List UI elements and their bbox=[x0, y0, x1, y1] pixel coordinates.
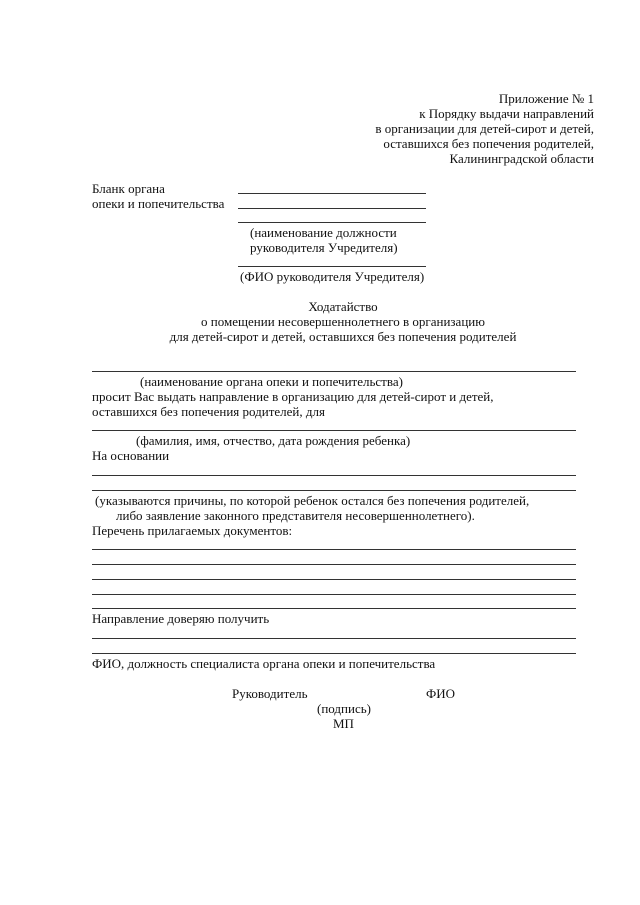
org-name-line bbox=[92, 371, 576, 372]
hint-text: руководителя Учредителя) bbox=[250, 240, 398, 255]
documents-line bbox=[92, 579, 576, 580]
addressee-name-hint: (ФИО руководителя Учредителя) bbox=[240, 269, 425, 284]
child-info-line bbox=[92, 430, 576, 431]
letterhead bbox=[92, 181, 224, 211]
appendix-line: в организации для детей-сирот и детей, bbox=[375, 121, 594, 136]
request-text: оставшихся без попечения родителей, для bbox=[92, 404, 325, 419]
appendix-line: оставшихся без попечения родителей, bbox=[383, 136, 594, 151]
documents-line bbox=[92, 549, 576, 550]
addressee-line bbox=[238, 208, 426, 209]
documents-label: Перечень прилагаемых документов: bbox=[92, 523, 293, 538]
appendix-block bbox=[234, 91, 594, 166]
appendix-line: к Порядку выдачи направлений bbox=[419, 106, 594, 121]
title-line: для детей-сирот и детей, оставшихся без попечения родителей bbox=[169, 329, 517, 344]
trust-label: Направление доверяю получить bbox=[92, 611, 270, 626]
request-text: просит Вас выдать направление в организацию для детей-сирот и детей, bbox=[92, 389, 494, 404]
document-title bbox=[0, 299, 640, 344]
child-hint: (фамилия, имя, отчество, дата рождения ребенка) bbox=[136, 433, 411, 448]
fio-label: ФИО bbox=[426, 686, 456, 701]
addressee-line bbox=[238, 222, 426, 223]
addressee-name-line bbox=[238, 266, 426, 267]
trust-line bbox=[92, 653, 576, 654]
hint-text: (наименование должности bbox=[250, 225, 397, 240]
documents-line bbox=[92, 594, 576, 595]
reason-hint: (указываются причины, по которой ребенок остался без попечения родителей, bbox=[95, 493, 530, 508]
basis-line bbox=[92, 490, 576, 491]
title-line: о помещении несовершеннолетнего в организацию bbox=[201, 314, 485, 329]
addressee-position-hint bbox=[250, 225, 398, 255]
letterhead-line: Бланк органа bbox=[92, 181, 165, 196]
addressee-line bbox=[238, 193, 426, 194]
reason-hint: либо заявление законного представителя несовершеннолетнего). bbox=[116, 508, 475, 523]
sign-hint: (подпись) bbox=[317, 701, 371, 716]
documents-line bbox=[92, 564, 576, 565]
basis-line bbox=[92, 475, 576, 476]
head-label: Руководитель bbox=[232, 686, 308, 701]
specialist-label: ФИО, должность специалиста органа опеки и попечительства bbox=[92, 656, 436, 671]
trust-line bbox=[92, 638, 576, 639]
letterhead-line: опеки и попечительства bbox=[92, 196, 225, 211]
appendix-line: Калининградской области bbox=[449, 151, 594, 166]
org-hint: (наименование органа опеки и попечительства) bbox=[140, 374, 403, 389]
basis-label: На основании bbox=[92, 448, 170, 463]
documents-line bbox=[92, 608, 576, 609]
appendix-line: Приложение № 1 bbox=[498, 91, 594, 106]
title-heading: Ходатайство bbox=[308, 299, 378, 314]
stamp-label: МП bbox=[333, 716, 354, 731]
